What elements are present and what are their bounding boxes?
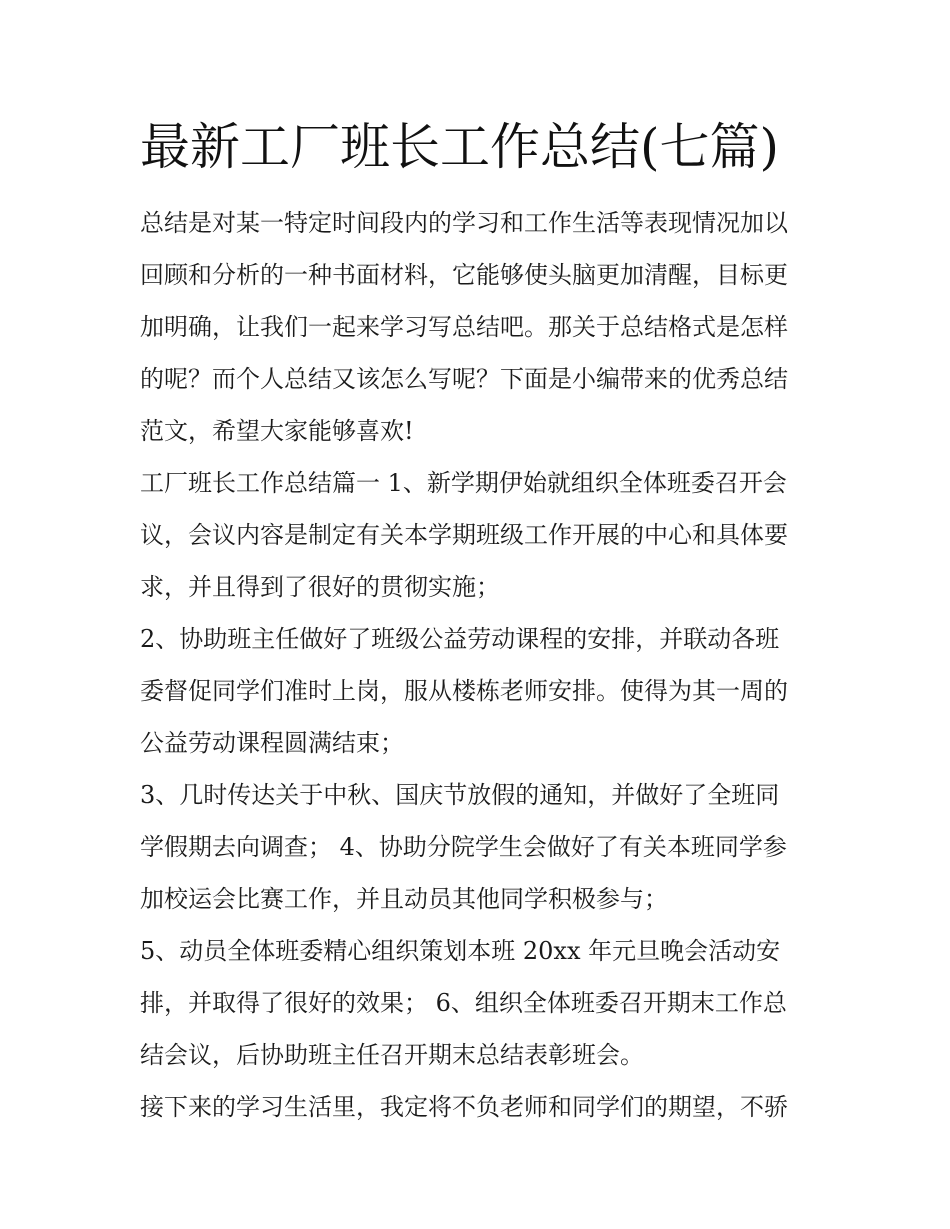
text-line: 范文，希望大家能够喜欢!	[140, 417, 414, 445]
text-line: 议，会议内容是制定有关本学期班级工作开展的中心和具体要	[140, 521, 788, 549]
paragraph-section-one	[140, 457, 820, 613]
text-line: 结会议，后协助班主任召开期末总结表彰班会。	[140, 1041, 644, 1069]
text-line: 的呢？而个人总结又该怎么写呢？下面是小编带来的优秀总结	[140, 365, 788, 393]
text-line: 排，并取得了很好的效果； 6、组织全体班委召开期末工作总	[140, 989, 787, 1017]
text-line: 3、几时传达关于中秋、国庆节放假的通知，并做好了全班同	[140, 781, 780, 809]
text-line: 总结是对某一特定时间段内的学习和工作生活等表现情况加以	[140, 209, 788, 237]
text-line: 公益劳动课程圆满结束；	[140, 729, 404, 757]
paragraph-item-3-4	[140, 769, 820, 925]
document-body	[140, 197, 820, 1133]
paragraph-item-5-6	[140, 925, 820, 1081]
paragraph-intro	[140, 197, 820, 457]
text-line: 接下来的学习生活里，我定将不负老师和同学们的期望，不骄	[140, 1093, 788, 1121]
text-line: 求，并且得到了很好的贯彻实施；	[140, 573, 500, 601]
text-line: 回顾和分析的一种书面材料，它能够使头脑更加清醒，目标更	[140, 261, 788, 289]
text-line: 学假期去向调查； 4、协助分院学生会做好了有关本班同学参	[140, 833, 787, 861]
text-line: 委督促同学们准时上岗，服从楼栋老师安排。使得为其一周的	[140, 677, 788, 705]
text-line: 5、动员全体班委精心组织策划本班 20xx 年元旦晚会活动安	[140, 937, 781, 965]
text-line: 加校运会比赛工作，并且动员其他同学积极参与；	[140, 885, 668, 913]
paragraph-closing	[140, 1081, 820, 1133]
document-title: 最新工厂班长工作总结(七篇)	[140, 118, 780, 176]
text-line: 2、协助班主任做好了班级公益劳动课程的安排，并联动各班	[140, 625, 780, 653]
paragraph-item-2	[140, 613, 820, 769]
text-line: 工厂班长工作总结篇一 1、新学期伊始就组织全体班委召开会	[140, 469, 787, 497]
text-line: 加明确，让我们一起来学习写总结吧。那关于总结格式是怎样	[140, 313, 788, 341]
